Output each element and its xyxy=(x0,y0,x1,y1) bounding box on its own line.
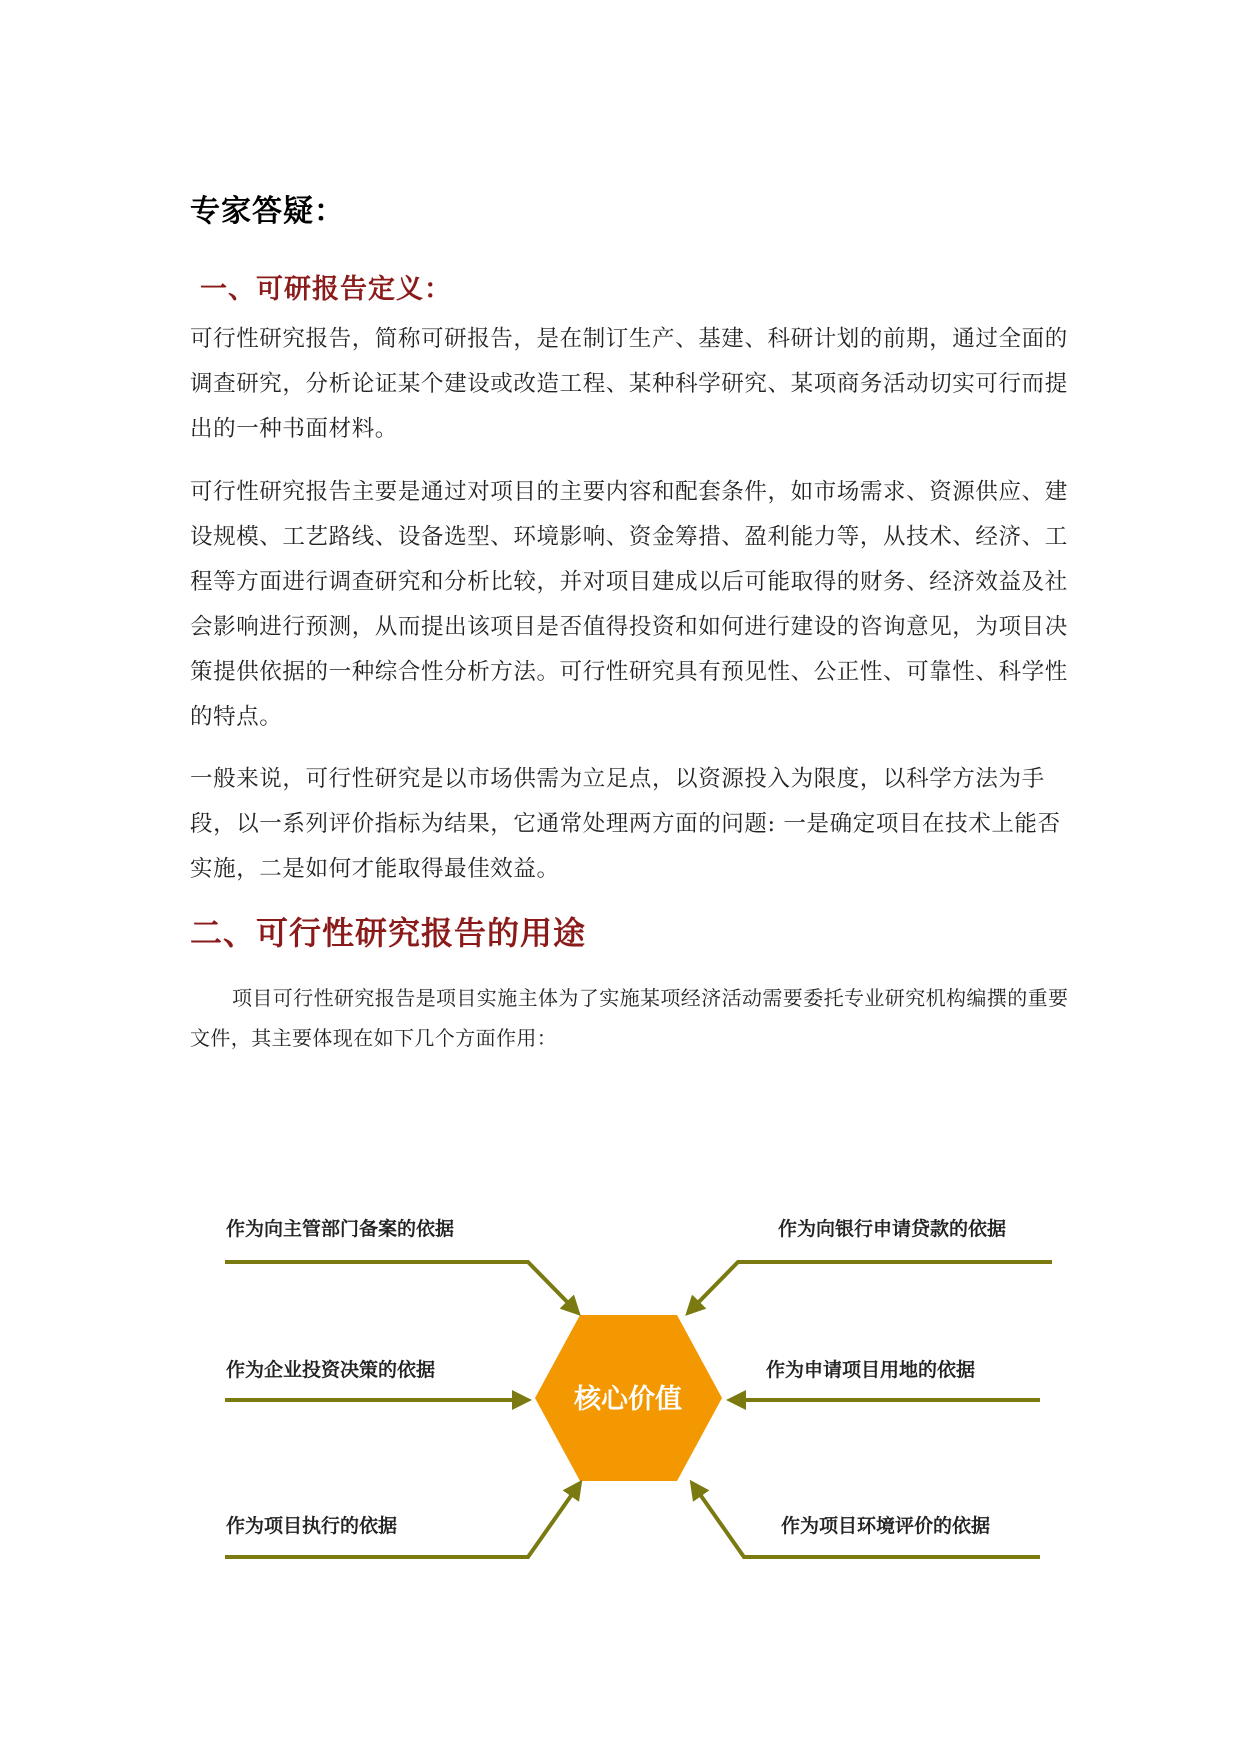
node-label-mid-right: 作为申请项目用地的依据 xyxy=(765,1359,975,1381)
section-1-paragraph-3: 一般来说，可行性研究是以市场供需为立足点，以资源投入为限度，以科学方法为手段，以一系列评价指标为结果，它通常处理两方面的问题: 一是确定项目在技术上能否实施，二是如何才能取得最佳效益。 xyxy=(190,766,1061,882)
node-label-bottom-left: 作为项目执行的依据 xyxy=(226,1515,398,1537)
connector-top-left xyxy=(225,1262,578,1313)
section-1-paragraph-1: 可行性研究报告，简称可研报告，是在制订生产、基建、科研计划的前期，通过全面的调查研究，分析论证某个建设或改造工程、某种科学研究、某项商务活动切实可行而提出的一种书面材料。 xyxy=(190,326,1068,442)
section-2-intro: 项目可行性研究报告是项目实施主体为了实施某项经济活动需要委托专业研究机构编撰的重要文件，其主要体现在如下几个方面作用： xyxy=(190,986,1069,1050)
section-1-paragraph-2: 可行性研究报告主要是通过对项目的主要内容和配套条件，如市场需求、资源供应、建设规模、工艺路线、设备选型、环境影响、资金筹措、盈利能力等，从技术、经济、工程等方面进行调查研究和分析比较，并对项目建成以后可能取得的财务、经济效益及社会影响进行预测，从而提出该项目是否值得投资和如何进行建设的咨询意见，为项目决策提供依据的一种综合性分析方法。可行性研究具有预见性、公正性、可靠性、科学性的特点。 xyxy=(190,479,1068,730)
section-2-title: 二、可行性研究报告的用途 xyxy=(190,914,587,952)
page-heading: 专家答疑： xyxy=(190,194,345,229)
node-label-top-right: 作为向银行申请贷款的依据 xyxy=(777,1218,1006,1240)
core-value-label: 核心价值 xyxy=(574,1384,682,1415)
node-label-bottom-right: 作为项目环境评价的依据 xyxy=(780,1515,990,1537)
connector-top-right xyxy=(688,1262,1052,1313)
node-label-top-left: 作为向主管部门备案的依据 xyxy=(226,1218,455,1240)
section-1-title: 一、可研报告定义： xyxy=(200,274,452,305)
node-label-mid-left: 作为企业投资决策的依据 xyxy=(226,1359,436,1381)
